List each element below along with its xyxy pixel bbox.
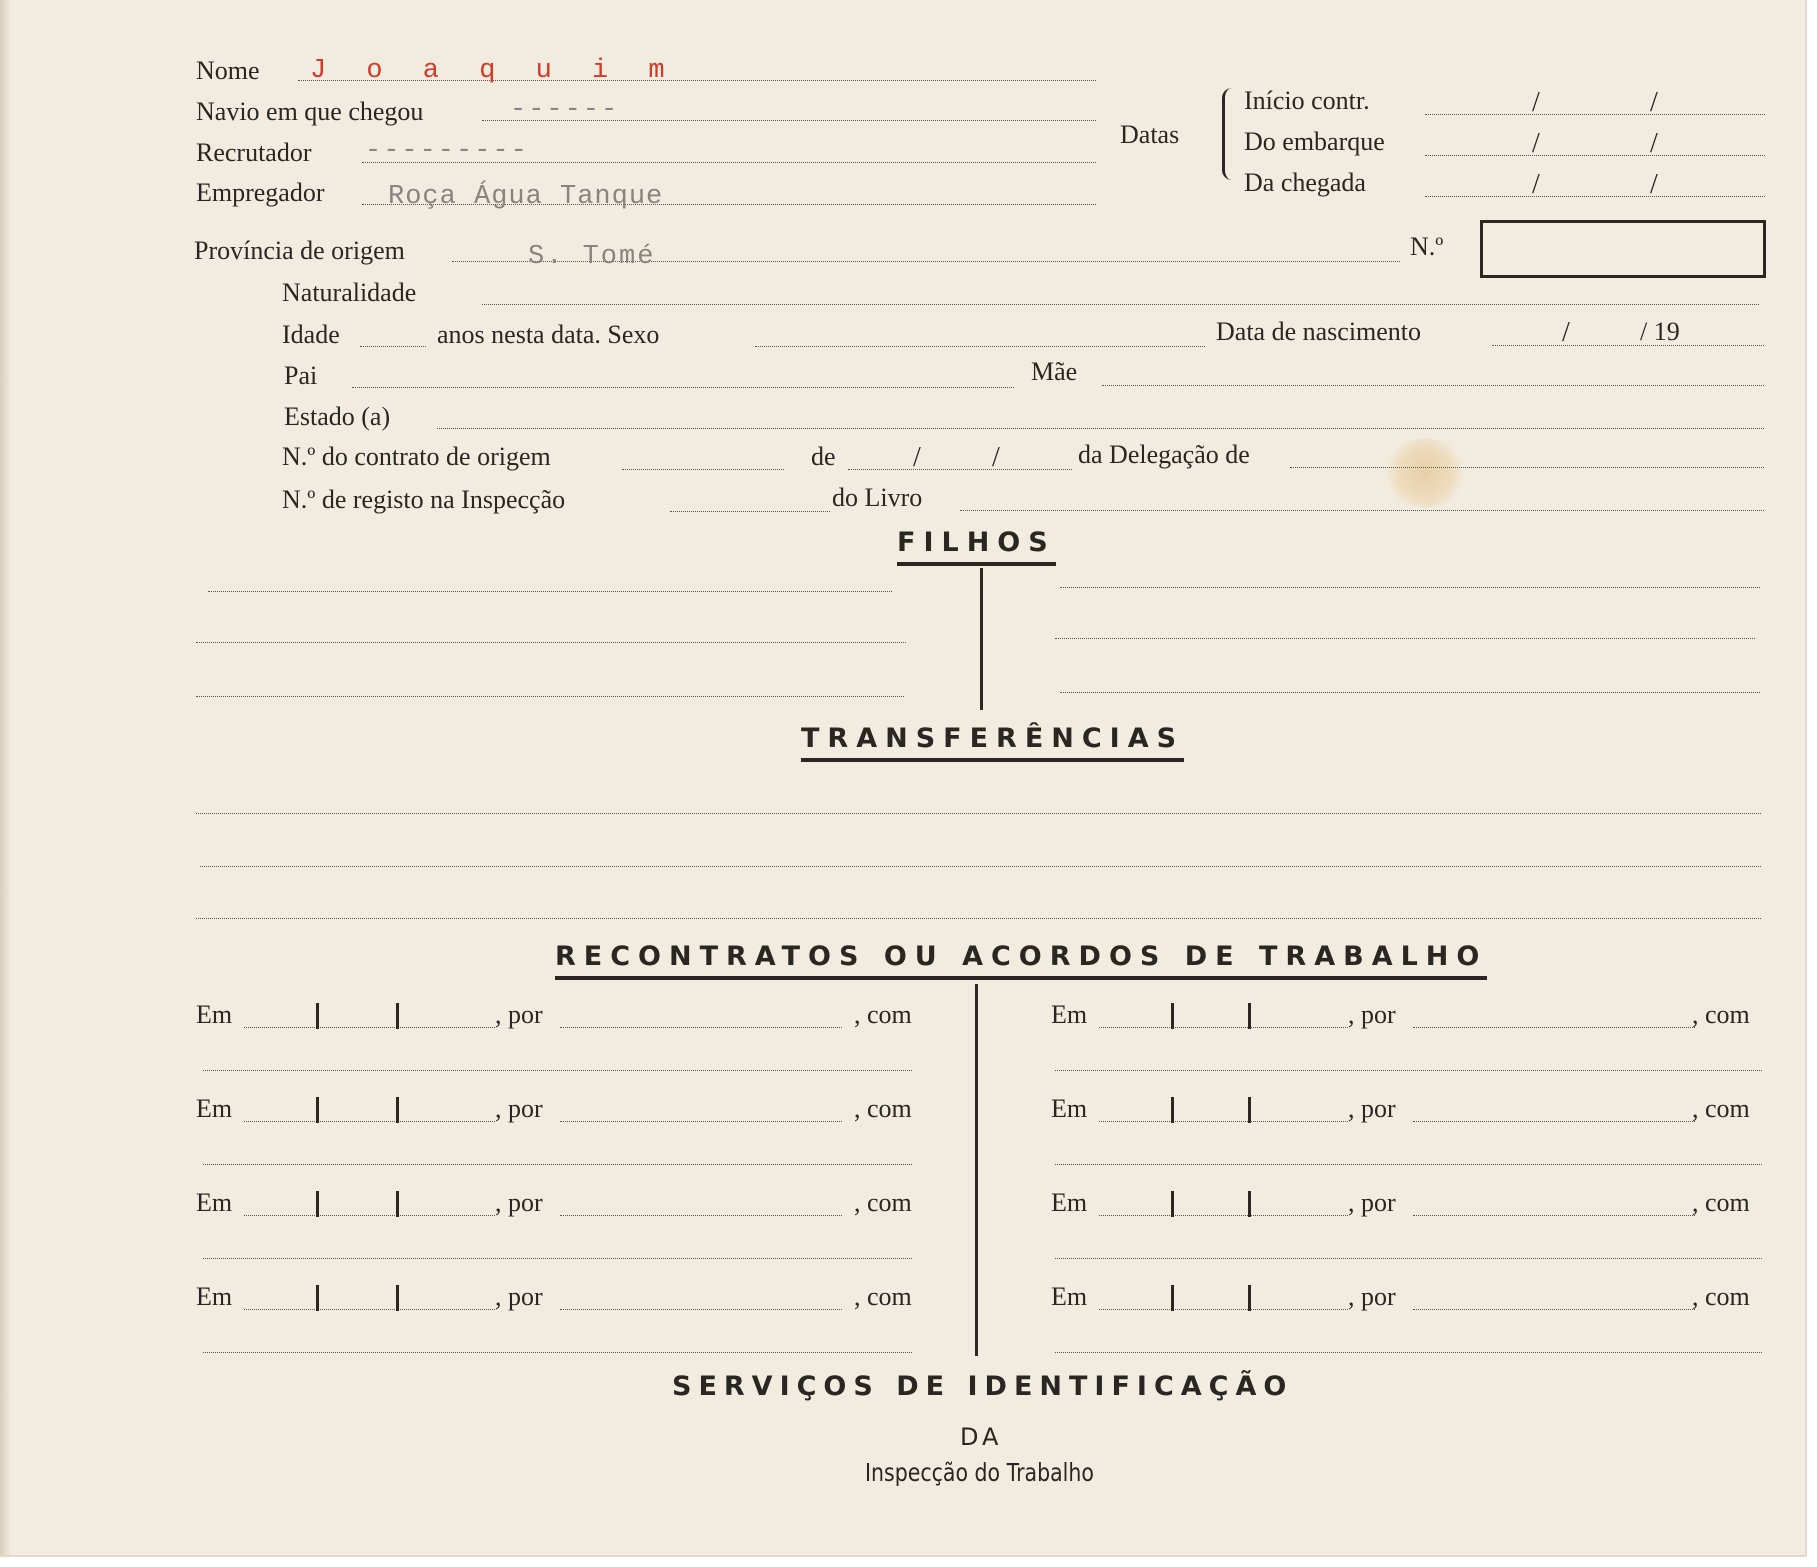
recrutador-value: --------- (365, 136, 529, 166)
recontrato-left-4-por-line (560, 1309, 842, 1310)
recontrato-right-1-date-line (1099, 1027, 1348, 1028)
transferencias-line-2 (200, 866, 1761, 867)
navio-value: ------ (510, 95, 620, 125)
recontrato-left-2-detail-line (203, 1164, 912, 1165)
recontrato-left-2-por-label: , por (495, 1094, 543, 1123)
contrato-slash-2: / (992, 442, 1000, 473)
datas-brace (1222, 88, 1235, 180)
numero-box (1480, 220, 1766, 278)
recontrato-right-2-tick-2 (1248, 1097, 1251, 1123)
recontrato-right-4-tick-2 (1248, 1285, 1251, 1311)
year-prefix: / 19 (1640, 317, 1680, 346)
inicio-slash-2: / (1650, 87, 1658, 118)
recontrato-right-4-por-label: , por (1348, 1282, 1396, 1311)
inicio-label: Início contr. (1244, 86, 1370, 115)
chegada-label: Da chegada (1244, 168, 1366, 197)
recontrato-left-1-em-label: Em (196, 1000, 233, 1029)
de-label: de (811, 442, 836, 471)
contrato-label: N.º do contrato de origem (282, 442, 551, 471)
embarque-slash-2: / (1650, 128, 1658, 159)
pai-label: Pai (284, 361, 318, 390)
filhos-right-line-2 (1055, 638, 1755, 639)
recontrato-right-3-tick-1 (1171, 1191, 1174, 1217)
estado-line (437, 428, 1764, 429)
chegada-line (1425, 196, 1765, 197)
contrato-slash-1: / (913, 442, 921, 473)
recontrato-right-4-em-label: Em (1051, 1282, 1088, 1311)
inicio-line (1425, 114, 1765, 115)
recontrato-right-3-por-label: , por (1348, 1188, 1396, 1217)
recontrato-left-3-date-line (244, 1215, 495, 1216)
recontrato-right-2-com-label: , com (1692, 1094, 1750, 1123)
recontrato-right-2-tick-1 (1171, 1097, 1174, 1123)
paper-stain (1385, 438, 1465, 508)
filhos-heading: FILHOS (897, 526, 1056, 566)
filhos-left-line-3 (196, 696, 904, 697)
recontrato-right-1-por-label: , por (1348, 1000, 1396, 1029)
recontrato-left-2-em-label: Em (196, 1094, 233, 1123)
filhos-left-line-2 (196, 642, 906, 643)
filhos-right-line-1 (1060, 587, 1760, 588)
recontrato-left-3-tick-1 (316, 1191, 319, 1217)
recontrato-right-4-por-line (1413, 1309, 1695, 1310)
recontrato-right-1-detail-line (1055, 1070, 1762, 1071)
contrato-line (622, 469, 784, 470)
recontrato-right-3-por-line (1413, 1215, 1695, 1216)
numero-label: N.º (1410, 232, 1444, 261)
recontrato-left-3-por-line (560, 1215, 842, 1216)
datas-label: Datas (1120, 120, 1180, 149)
idade-label: Idade (282, 320, 340, 349)
recontrato-right-2-detail-line (1055, 1164, 1762, 1165)
recontrato-left-2-tick-2 (396, 1097, 399, 1123)
nome-value: J o a q u i m (310, 56, 677, 86)
recontrato-right-1-tick-2 (1248, 1003, 1251, 1029)
naturalidade-label: Naturalidade (282, 278, 417, 307)
provincia-value: S. Tomé (528, 242, 656, 272)
recontrato-right-3-em-label: Em (1051, 1188, 1088, 1217)
recontrato-left-1-tick-1 (316, 1003, 319, 1029)
recontrato-left-2-date-line (244, 1121, 495, 1122)
recontrato-left-1-por-label: , por (495, 1000, 543, 1029)
idade-line (360, 346, 426, 347)
transferencias-line-1 (196, 813, 1761, 814)
recontrato-left-4-tick-1 (316, 1285, 319, 1311)
chegada-slash-1: / (1532, 169, 1540, 200)
chegada-slash-2: / (1650, 169, 1658, 200)
recontrato-right-3-tick-2 (1248, 1191, 1251, 1217)
recontrato-left-1-com-label: , com (854, 1000, 912, 1029)
recontrato-left-2-tick-1 (316, 1097, 319, 1123)
recontrato-left-1-tick-2 (396, 1003, 399, 1029)
recrutador-label: Recrutador (196, 138, 312, 167)
recontrato-right-1-com-label: , com (1692, 1000, 1750, 1029)
recontrato-left-1-detail-line (203, 1070, 912, 1071)
transferencias-heading: TRANSFERÊNCIAS (801, 722, 1184, 762)
livro-line (960, 510, 1764, 511)
filhos-left-line-1 (208, 591, 892, 592)
recontrato-left-4-por-label: , por (495, 1282, 543, 1311)
recontrato-right-3-com-label: , com (1692, 1188, 1750, 1217)
recontrato-right-1-tick-1 (1171, 1003, 1174, 1029)
delegacao-label: da Delegação de (1078, 440, 1250, 469)
navio-label: Navio em que chegou (196, 97, 424, 126)
recontrato-right-2-por-label: , por (1348, 1094, 1396, 1123)
empregador-value: Roça Água Tanque (388, 182, 664, 212)
recontrato-left-4-tick-2 (396, 1285, 399, 1311)
embarque-slash-1: / (1532, 128, 1540, 159)
footer-inspeccao: Inspecção do Trabalho (865, 1458, 1094, 1487)
recontrato-left-4-em-label: Em (196, 1282, 233, 1311)
recontrato-right-1-por-line (1413, 1027, 1695, 1028)
sexo-line (755, 346, 1205, 347)
recontrato-left-4-com-label: , com (854, 1282, 912, 1311)
recontrato-right-4-date-line (1099, 1309, 1348, 1310)
recontrato-left-4-date-line (244, 1309, 495, 1310)
recontrato-right-4-tick-1 (1171, 1285, 1174, 1311)
nome-label: Nome (196, 56, 260, 85)
registo-line (670, 511, 830, 512)
recontrato-right-4-detail-line (1055, 1352, 1762, 1353)
empregador-label: Empregador (196, 178, 325, 207)
mae-line (1102, 385, 1764, 386)
livro-label: do Livro (832, 483, 923, 512)
data-nascimento-line (1492, 345, 1764, 346)
anos-sexo-label: anos nesta data. Sexo (437, 320, 660, 349)
recontrato-right-2-por-line (1413, 1121, 1695, 1122)
pai-line (352, 387, 1014, 388)
transferencias-line-3 (196, 918, 1761, 919)
filhos-right-line-3 (1060, 692, 1760, 693)
footer-title: SERVIÇOS DE IDENTIFICAÇÃO (672, 1371, 1294, 1402)
data-nascimento-label: Data de nascimento (1216, 317, 1422, 346)
mae-label: Mãe (1031, 357, 1078, 386)
recontrato-left-2-por-line (560, 1121, 842, 1122)
recontratos-divider (975, 984, 978, 1356)
recontrato-left-3-com-label: , com (854, 1188, 912, 1217)
recontrato-right-3-date-line (1099, 1215, 1348, 1216)
recontrato-right-1-em-label: Em (1051, 1000, 1088, 1029)
contrato-date-line (848, 469, 1072, 470)
recontrato-right-3-detail-line (1055, 1258, 1762, 1259)
recontrato-left-1-date-line (244, 1027, 495, 1028)
recontrato-left-3-detail-line (203, 1258, 912, 1259)
footer-da: DA (960, 1423, 1003, 1451)
recontrato-left-3-em-label: Em (196, 1188, 233, 1217)
filhos-divider (980, 568, 983, 710)
recontrato-left-3-tick-2 (396, 1191, 399, 1217)
inicio-slash-1: / (1532, 87, 1540, 118)
registo-label: N.º de registo na Inspecção (282, 485, 566, 514)
nascimento-slash: / (1562, 317, 1570, 348)
recontrato-right-4-com-label: , com (1692, 1282, 1750, 1311)
embarque-label: Do embarque (1244, 127, 1385, 156)
naturalidade-line (482, 304, 1759, 305)
card-edge (0, 0, 10, 1555)
embarque-line (1425, 155, 1765, 156)
recontrato-left-2-com-label: , com (854, 1094, 912, 1123)
recontrato-left-4-detail-line (203, 1352, 912, 1353)
recontrato-right-2-date-line (1099, 1121, 1348, 1122)
estado-label: Estado (a) (284, 402, 391, 431)
delegacao-line (1290, 467, 1764, 468)
provincia-label: Província de origem (194, 236, 405, 265)
recontratos-heading: RECONTRATOS OU ACORDOS DE TRABALHO (555, 940, 1487, 980)
recontrato-left-1-por-line (560, 1027, 842, 1028)
recontrato-left-3-por-label: , por (495, 1188, 543, 1217)
recontrato-right-2-em-label: Em (1051, 1094, 1088, 1123)
